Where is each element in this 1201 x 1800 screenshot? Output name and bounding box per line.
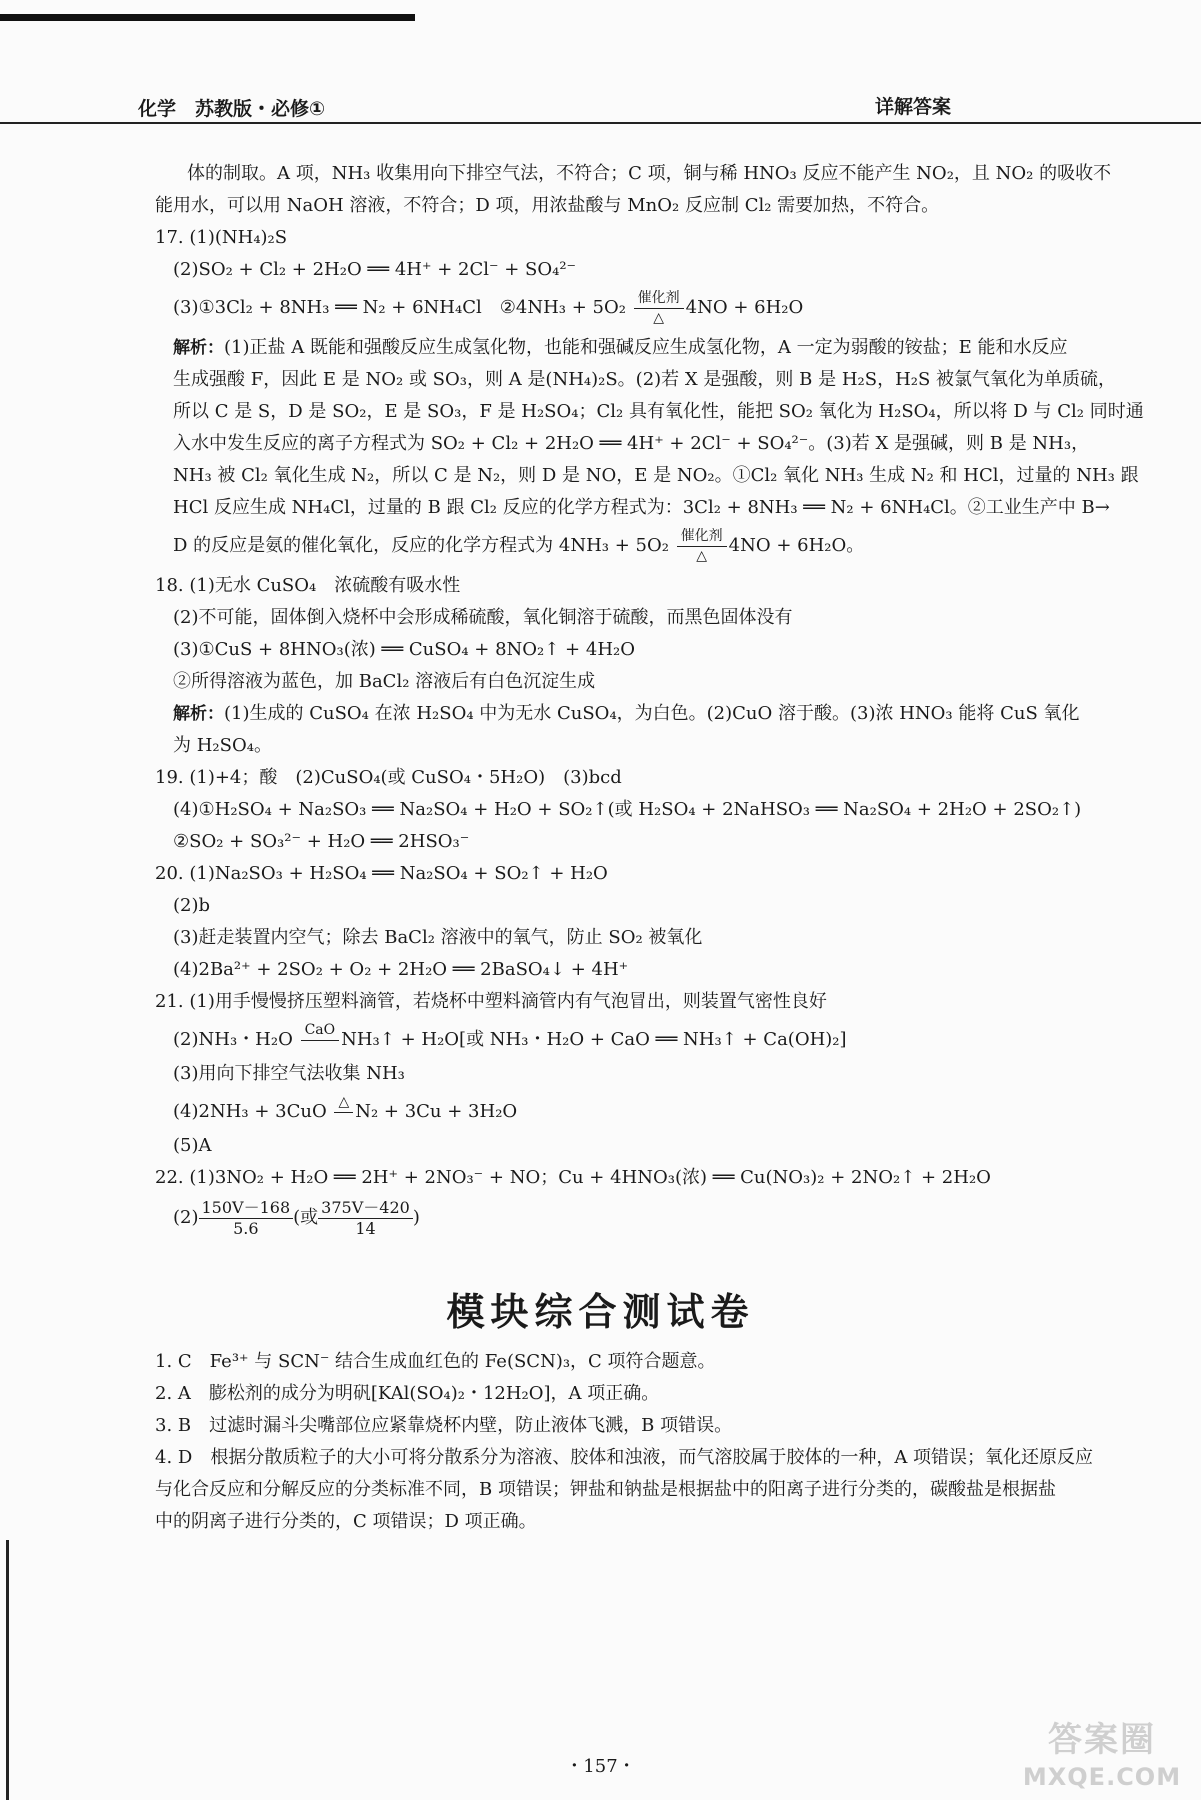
explanation-tag: 解析： — [173, 704, 224, 724]
q20-part2: (2)b — [173, 895, 211, 916]
catalyst-label: 催化剂 — [677, 528, 727, 547]
header-section-label: 详解答案 — [874, 96, 951, 118]
q18-part2: (2)不可能，固体倒入烧杯中会形成稀硫酸，氧化铜溶于硫酸，而黑色固体没有 — [173, 607, 793, 628]
q18-part1: 18. (1)无水 CuSO₄ 浓硫酸有吸水性 — [155, 575, 461, 596]
fraction-2-denominator: 14 — [355, 1218, 376, 1238]
q17-part3 — [155, 290, 1173, 326]
mcq-answer-2: 2. A 膨松剂的成分为明矾[KAl(SO₄)₂・12H₂O]，A 项正确。 — [155, 1383, 660, 1404]
fraction-1-numerator: 150V－168 — [199, 1199, 294, 1219]
q18-part3: (3)①CuS + 8HNO₃(浓) ══ CuSO₄ + 8NO₂↑ + 4H₂O — [173, 639, 635, 660]
watermark-logo — [1017, 1718, 1187, 1798]
q21-part3: (3)用向下排空气法收集 NH₃ — [173, 1063, 405, 1084]
q17-explanation-1 — [155, 332, 1173, 364]
mcq-answer-4-line-3: 中的阴离子进行分类的，C 项错误；D 项正确。 — [155, 1511, 537, 1532]
q21-part1: 21. (1)用手慢慢挤压塑料滴管，若烧杯中塑料滴管内有气泡冒出，则装置气密性良好 — [155, 991, 827, 1012]
q18-part4: ②所得溶液为蓝色，加 BaCl₂ 溶液后有白色沉淀生成 — [173, 671, 596, 692]
heat-symbol: △ — [334, 1094, 353, 1113]
page-header — [0, 92, 1201, 126]
q22-part2-prefix: (2) — [173, 1207, 199, 1228]
answer-content — [155, 158, 1173, 1240]
q17-explanation-text: (1)正盐 A 既能和强酸反应生成氢化物，也能和强碱反应生成氢化物，A 一定为弱酸的铵盐；E 能和水反应 — [224, 337, 1068, 358]
reaction-condition — [677, 528, 727, 564]
mcq-answer-4-line-2: 与化合反应和分解反应的分类标准不同，B 项错误；钾盐和钠盐是根据盐中的阳离子进行分类的，碳酸盐是根据盐 — [155, 1479, 1056, 1500]
catalyst-label: 催化剂 — [634, 290, 684, 309]
q21-part2-left: (2)NH₃・H₂O — [173, 1029, 299, 1050]
q19-part3: ②SO₂ + SO₃²⁻ + H₂O ══ 2HSO₃⁻ — [173, 831, 470, 852]
reaction-condition — [301, 1022, 340, 1058]
watermark-line-1: 答案圈 — [1048, 1720, 1156, 1760]
reaction-condition — [334, 1094, 353, 1130]
q18-explanation-2: 为 H₂SO₄。 — [173, 735, 272, 756]
q17-part3-right: 4NO + 6H₂O — [685, 297, 804, 318]
q18-explanation-1 — [155, 698, 1173, 730]
mcq-answer-4-line-1: 4. D 根据分散质粒子的大小可将分散系分为溶液、胶体和浊液，而气溶胶属于胶体的一种，A 项错误；氧化还原反应 — [155, 1447, 1094, 1468]
q21-part5: (5)A — [173, 1135, 212, 1156]
heat-symbol: △ — [696, 548, 708, 564]
page-number: ・157・ — [565, 1756, 636, 1777]
mcq-answer-1: 1. C Fe³⁺ 与 SCN⁻ 结合生成血红色的 Fe(SCN)₃，C 项符合题意。 — [155, 1351, 716, 1372]
watermark-line-2: MXQE.COM — [1022, 1763, 1182, 1791]
q19-part2: (4)①H₂SO₄ + Na₂SO₃ ══ Na₂SO₄ + H₂O + SO₂↑(或 H₂SO₄ + 2NaHSO₃ ══ Na₂SO₄ + 2H₂O + 2SO₂↑) — [173, 799, 1082, 820]
q20-part1: 20. (1)Na₂SO₃ + H₂SO₄ ══ Na₂SO₄ + SO₂↑ + H₂O — [155, 863, 608, 884]
mcq-answers — [155, 1346, 1173, 1538]
q19-part1: 19. (1)+4；酸 (2)CuSO₄(或 CuSO₄・5H₂O) (3)bcd — [155, 767, 622, 788]
q17-explanation-4: 入水中发生反应的离子方程式为 SO₂ + Cl₂ + 2H₂O ══ 4H⁺ + 2Cl⁻ + SO₄²⁻。(3)若 X 是强碱，则 B 是 NH₃， — [173, 433, 1090, 454]
q21-part4-right: N₂ + 3Cu + 3H₂O — [355, 1101, 518, 1122]
header-rule — [0, 122, 1201, 124]
mcq-answer-3: 3. B 过滤时漏斗尖嘴部位应紧靠烧杯内壁，防止液体飞溅，B 项错误。 — [155, 1415, 733, 1436]
q20-part4: (4)2Ba²⁺ + 2SO₂ + O₂ + 2H₂O ══ 2BaSO₄↓ + 4H⁺ — [173, 959, 629, 980]
q17-explanation-6: HCl 反应生成 NH₄Cl，过量的 B 跟 Cl₂ 反应的化学方程式为：3Cl₂ + 8NH₃ ══ N₂ + 6NH₄Cl。②工业生产中 B→ — [173, 497, 1110, 518]
q17-explanation-7-left: D 的反应是氨的催化氧化，反应的化学方程式为 4NH₃ + 5O₂ — [173, 535, 675, 556]
q20-part3: (3)赶走装置内空气；除去 BaCl₂ 溶液中的氧气，防止 SO₂ 被氧化 — [173, 927, 703, 948]
fraction-2-numerator: 375V－420 — [318, 1199, 413, 1219]
cao-label: CaO — [301, 1022, 340, 1041]
q22-part1: 22. (1)3NO₂ + H₂O ══ 2H⁺ + 2NO₃⁻ + NO；Cu + 4HNO₃(浓) ══ Cu(NO₃)₂ + 2NO₂↑ + 2H₂O — [155, 1167, 991, 1188]
q21-part4 — [155, 1094, 1173, 1130]
q17-part1: 17. (1)(NH₄)₂S — [155, 227, 288, 248]
q17-explanation-7-right: 4NO + 6H₂O。 — [728, 535, 865, 556]
q17-explanation-3: 所以 C 是 S，D 是 SO₂，E 是 SO₃，F 是 H₂SO₄；Cl₂ 具有氧化性，能把 SO₂ 氧化为 H₂SO₄，所以将 D 与 Cl₂ 同时通 — [173, 401, 1144, 422]
top-decorative-bar — [0, 14, 415, 21]
heat-symbol: △ — [653, 310, 665, 326]
fraction-2 — [318, 1199, 413, 1238]
header-book-title: 化学 苏教版・必修① — [138, 98, 326, 120]
fraction-1 — [199, 1199, 294, 1238]
q17-explanation-2: 生成强酸 F，因此 E 是 NO₂ 或 SO₃，则 A 是(NH₄)₂S。(2)若 X 是强酸，则 B 是 H₂S，H₂S 被氯气氧化为单质硫， — [173, 369, 1117, 390]
q17-part3-left: (3)①3Cl₂ + 8NH₃ ══ N₂ + 6NH₄Cl ②4NH₃ + 5O₂ — [173, 297, 632, 318]
q22-part2-suffix: ) — [412, 1207, 420, 1228]
intro-line-1: 体的制取。A 项，NH₃ 收集用向下排空气法，不符合；C 项，铜与稀 HNO₃ 反应不能产生 NO₂，且 NO₂ 的吸收不 — [187, 163, 1112, 184]
q21-part2-right: NH₃↑ + H₂O[或 NH₃・H₂O + CaO ══ NH₃↑ + Ca(OH)₂] — [341, 1029, 847, 1050]
section-title: 模块综合测试卷 — [446, 1290, 755, 1334]
q17-part2: (2)SO₂ + Cl₂ + 2H₂O ══ 4H⁺ + 2Cl⁻ + SO₄²⁻ — [173, 259, 577, 280]
q21-part2 — [155, 1022, 1173, 1058]
q18-explanation-text: (1)生成的 CuSO₄ 在浓 H₂SO₄ 中为无水 CuSO₄，为白色。(2)CuO 溶于酸。(3)浓 HNO₃ 能将 CuS 氧化 — [224, 703, 1080, 724]
q21-part4-left: (4)2NH₃ + 3CuO — [173, 1101, 333, 1122]
q22-part2-or: (或 — [293, 1207, 319, 1228]
intro-line-2: 能用水，可以用 NaOH 溶液，不符合；D 项，用浓盐酸与 MnO₂ 反应制 Cl₂ 需要加热，不符合。 — [155, 195, 940, 216]
q17-explanation-5: NH₃ 被 Cl₂ 氧化生成 N₂，所以 C 是 N₂，则 D 是 NO，E 是 NO₂。①Cl₂ 氧化 NH₃ 生成 N₂ 和 HCl，过量的 NH₃ 跟 — [173, 465, 1139, 486]
reaction-condition — [634, 290, 684, 326]
fraction-1-denominator: 5.6 — [233, 1218, 259, 1238]
q22-part2 — [155, 1196, 1173, 1240]
explanation-tag: 解析： — [173, 338, 224, 358]
q17-explanation-7 — [155, 528, 1173, 564]
